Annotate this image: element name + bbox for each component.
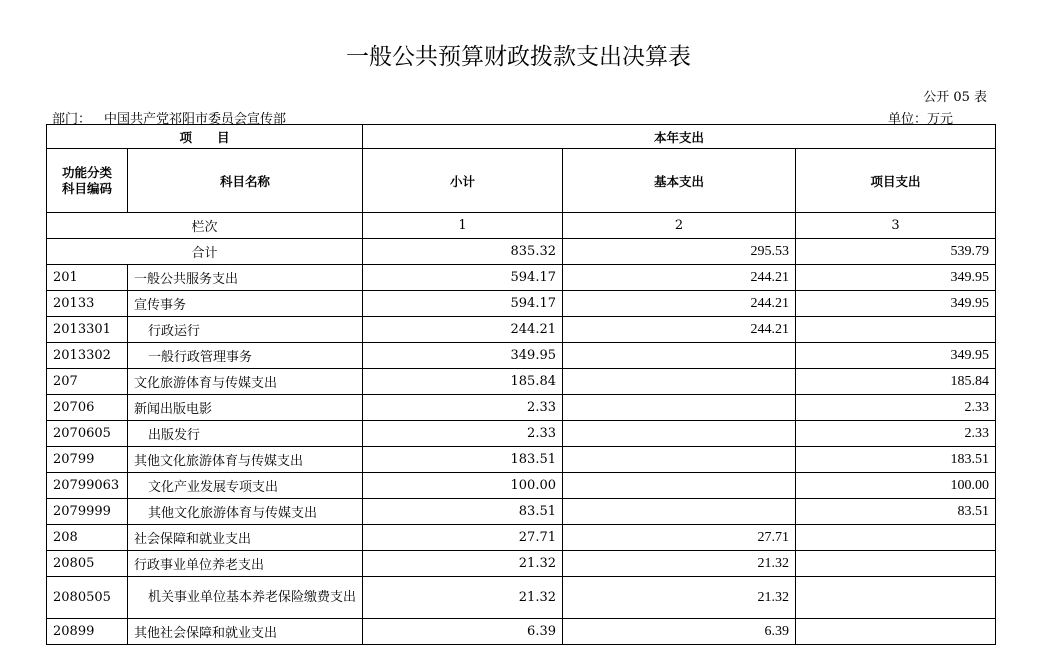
row-project: 349.95 — [796, 343, 996, 369]
row-basic — [563, 369, 796, 395]
row-basic — [563, 499, 796, 525]
row-project — [796, 317, 996, 343]
row-basic: 21.32 — [563, 551, 796, 577]
row-project — [796, 551, 996, 577]
row-basic — [563, 447, 796, 473]
column-number-3: 3 — [796, 213, 996, 239]
table-row — [47, 551, 996, 577]
row-code: 20799063 — [47, 473, 128, 499]
row-basic: 27.71 — [563, 525, 796, 551]
row-code: 2079999 — [47, 499, 128, 525]
header-subject-name: 科目名称 — [128, 149, 363, 213]
total-subtotal: 835.32 — [363, 239, 563, 265]
row-name: 机关事业单位基本养老保险缴费支出 — [128, 577, 363, 619]
row-name: 新闻出版电影 — [128, 395, 363, 421]
header-current-year: 本年支出 — [363, 125, 996, 149]
row-name: 一般公共服务支出 — [128, 265, 363, 291]
row-code: 20133 — [47, 291, 128, 317]
row-code: 2013301 — [47, 317, 128, 343]
header-func-code-line1: 功能分类 — [61, 164, 112, 180]
header-func-code — [47, 149, 128, 213]
header-func-code-line2: 科目编码 — [61, 180, 112, 196]
row-basic — [563, 395, 796, 421]
row-basic: 21.32 — [563, 577, 796, 619]
row-code: 207 — [47, 369, 128, 395]
table-row — [47, 317, 996, 343]
row-subtotal: 185.84 — [363, 369, 563, 395]
row-project: 185.84 — [796, 369, 996, 395]
row-code: 20899 — [47, 619, 128, 645]
row-project — [796, 577, 996, 619]
row-project: 349.95 — [796, 265, 996, 291]
row-name: 文化产业发展专项支出 — [128, 473, 363, 499]
table-row — [47, 577, 996, 619]
row-name: 其他文化旅游体育与传媒支出 — [128, 447, 363, 473]
row-basic: 244.21 — [563, 291, 796, 317]
row-subtotal: 21.32 — [363, 551, 563, 577]
row-name: 行政运行 — [128, 317, 363, 343]
row-project: 83.51 — [796, 499, 996, 525]
row-subtotal: 183.51 — [363, 447, 563, 473]
unit-label: 单位：万元 — [888, 112, 954, 127]
table-row — [47, 265, 996, 291]
row-name: 其他文化旅游体育与传媒支出 — [128, 499, 363, 525]
row-subtotal: 100.00 — [363, 473, 563, 499]
row-subtotal: 594.17 — [363, 291, 563, 317]
table-row — [47, 421, 996, 447]
dept-name: 中国共产党祁阳市委员会宣传部 — [104, 112, 287, 127]
row-name: 行政事业单位养老支出 — [128, 551, 363, 577]
row-basic — [563, 473, 796, 499]
table-row — [47, 291, 996, 317]
dept-label: 部门： — [52, 112, 92, 127]
header-subtotal: 小计 — [363, 149, 563, 213]
row-code: 20799 — [47, 447, 128, 473]
table-row — [47, 473, 996, 499]
row-code: 2013302 — [47, 343, 128, 369]
form-code: 公开 05 表 — [923, 90, 987, 105]
row-project: 2.33 — [796, 395, 996, 421]
row-basic: 6.39 — [563, 619, 796, 645]
table-row — [47, 499, 996, 525]
row-name: 文化旅游体育与传媒支出 — [128, 369, 363, 395]
header-project: 项 目 — [47, 125, 363, 149]
total-basic: 295.53 — [563, 239, 796, 265]
row-name: 出版发行 — [128, 421, 363, 447]
header-basic: 基本支出 — [563, 149, 796, 213]
row-subtotal: 83.51 — [363, 499, 563, 525]
column-number-2: 2 — [563, 213, 796, 239]
row-subtotal: 27.71 — [363, 525, 563, 551]
table-row — [47, 619, 996, 645]
row-project: 2.33 — [796, 421, 996, 447]
row-subtotal: 21.32 — [363, 577, 563, 619]
row-name: 一般行政管理事务 — [128, 343, 363, 369]
row-subtotal: 2.33 — [363, 421, 563, 447]
table-row — [47, 369, 996, 395]
table-row — [47, 447, 996, 473]
row-project: 100.00 — [796, 473, 996, 499]
total-project: 539.79 — [796, 239, 996, 265]
row-code: 20805 — [47, 551, 128, 577]
expenditure-table — [46, 124, 996, 645]
table-row — [47, 395, 996, 421]
row-project: 183.51 — [796, 447, 996, 473]
row-name: 社会保障和就业支出 — [128, 525, 363, 551]
header-project-exp: 项目支出 — [796, 149, 996, 213]
table-row — [47, 343, 996, 369]
row-subtotal: 244.21 — [363, 317, 563, 343]
row-name: 宣传事务 — [128, 291, 363, 317]
row-project: 349.95 — [796, 291, 996, 317]
row-basic — [563, 421, 796, 447]
row-basic: 244.21 — [563, 317, 796, 343]
row-subtotal: 594.17 — [363, 265, 563, 291]
row-subtotal: 2.33 — [363, 395, 563, 421]
row-code: 20706 — [47, 395, 128, 421]
row-code: 2070605 — [47, 421, 128, 447]
column-number-1: 1 — [363, 213, 563, 239]
row-code: 208 — [47, 525, 128, 551]
row-basic — [563, 343, 796, 369]
row-subtotal: 6.39 — [363, 619, 563, 645]
table-row — [47, 525, 996, 551]
row-code: 201 — [47, 265, 128, 291]
row-project — [796, 525, 996, 551]
row-basic: 244.21 — [563, 265, 796, 291]
row-name: 其他社会保障和就业支出 — [128, 619, 363, 645]
row-subtotal: 349.95 — [363, 343, 563, 369]
total-row — [47, 239, 996, 265]
column-label: 栏次 — [47, 213, 363, 239]
row-project — [796, 619, 996, 645]
row-code: 2080505 — [47, 577, 128, 619]
total-label: 合计 — [47, 239, 363, 265]
page-title: 一般公共预算财政拨款支出决算表 — [346, 44, 691, 70]
